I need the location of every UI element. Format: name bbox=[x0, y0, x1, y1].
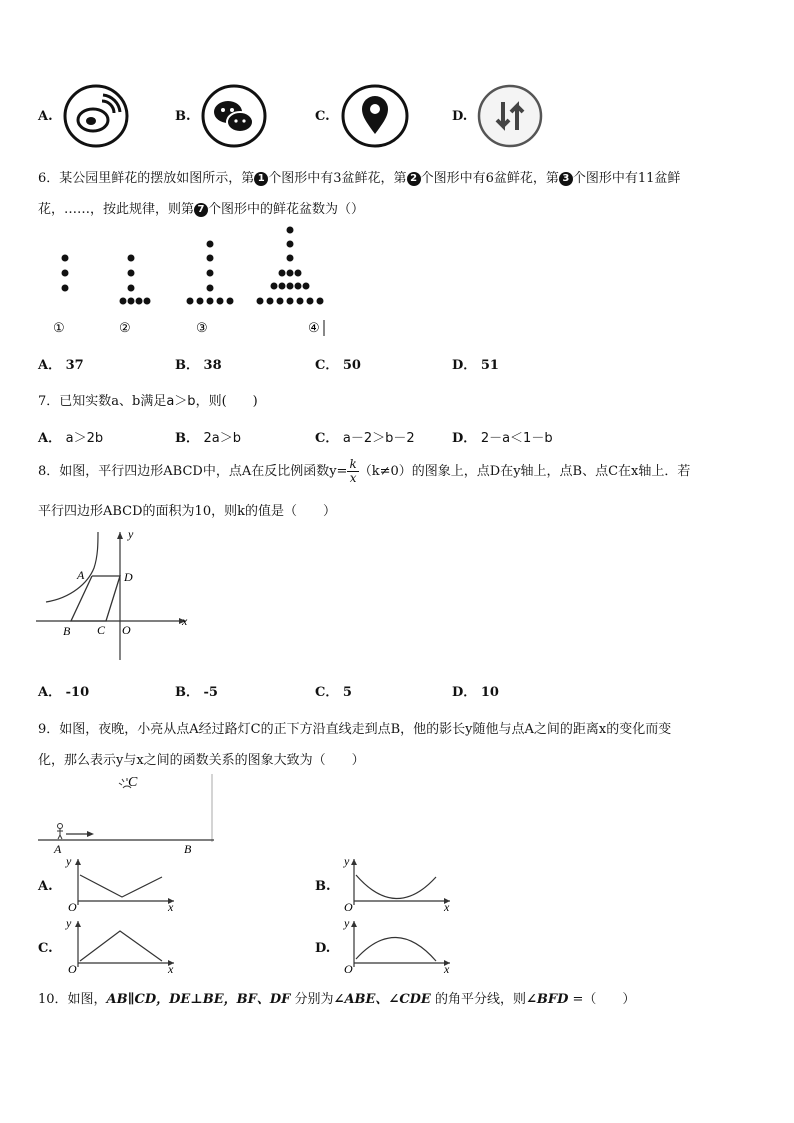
point-d-label: D bbox=[124, 570, 133, 584]
y-axis-label: y bbox=[128, 528, 134, 541]
q10-math: ∠BFD bbox=[526, 992, 569, 1007]
figure-label-1: ① bbox=[53, 320, 65, 335]
option-label: D． bbox=[452, 431, 477, 446]
q7-option-c[interactable] bbox=[315, 427, 415, 446]
option-value: a＞2b bbox=[65, 431, 104, 446]
q6-circled-7: 7 bbox=[194, 203, 208, 217]
q6-option-a[interactable] bbox=[38, 354, 84, 373]
q6-text: 6．某公园里鲜花的摆放如图所示，第 bbox=[38, 171, 255, 186]
q6-text: 个图形中有3盆鲜花，第 bbox=[268, 171, 407, 186]
q8-option-d[interactable] bbox=[452, 681, 499, 700]
q6-text: 花，……，按此规律，则第 bbox=[38, 202, 195, 217]
k-over-x-fraction bbox=[347, 458, 358, 485]
option-label: C． bbox=[315, 358, 339, 373]
q8-option-c[interactable] bbox=[315, 681, 352, 700]
q5-option-b-label: B. bbox=[175, 109, 191, 124]
graph-x-label: x bbox=[444, 900, 450, 913]
q5-option-a-label: A. bbox=[38, 109, 53, 124]
lamp-c-label: C bbox=[128, 775, 138, 790]
point-b-label: B bbox=[184, 842, 192, 856]
graph-x-label: x bbox=[444, 962, 450, 975]
option-label: C． bbox=[315, 431, 339, 446]
q8-option-a[interactable] bbox=[38, 681, 89, 700]
graph-x-label: x bbox=[168, 962, 174, 975]
option-label: C． bbox=[315, 685, 339, 700]
q9-option-c-label[interactable]: C. bbox=[38, 941, 53, 956]
point-a-label: A bbox=[54, 842, 62, 856]
option-label: A． bbox=[38, 685, 62, 700]
wechat-icon bbox=[200, 84, 268, 148]
option-value: 2a＞b bbox=[203, 431, 242, 446]
origin-label: O bbox=[122, 623, 131, 637]
q9-graph-d[interactable] bbox=[338, 917, 456, 975]
q10-stem bbox=[38, 988, 635, 1007]
x-axis-label: x bbox=[182, 614, 188, 628]
option-value: 38 bbox=[203, 358, 222, 373]
option-label: D． bbox=[452, 685, 477, 700]
fraction-denominator: x bbox=[349, 471, 357, 485]
graph-x-label: x bbox=[168, 900, 174, 913]
option-value: 51 bbox=[480, 358, 499, 373]
figure-label-2: ② bbox=[119, 320, 131, 335]
q9-stem-line2: 化，那么表示y与x之间的函数关系的图象大致为（ ） bbox=[38, 753, 365, 768]
q9-option-d-label[interactable]: D. bbox=[315, 941, 331, 956]
q6-text: 个图形中有6盆鲜花，第 bbox=[420, 171, 559, 186]
q8-text: （k≠0）的图象上，点D在y轴上，点B、点C在x轴上．若 bbox=[358, 464, 691, 479]
option-label: D． bbox=[452, 358, 477, 373]
graph-origin-label: O bbox=[344, 900, 353, 913]
figure-label-3: ③ bbox=[196, 320, 208, 335]
option-value: 37 bbox=[65, 358, 84, 373]
graph-y-label: y bbox=[344, 855, 350, 868]
q6-stem-line2 bbox=[38, 198, 364, 217]
q9-graph-a[interactable] bbox=[62, 855, 180, 913]
option-value: 10 bbox=[480, 685, 499, 700]
option-label: A． bbox=[38, 431, 62, 446]
figure-label-4: ④ bbox=[308, 320, 320, 335]
q10-text: 分别为 bbox=[290, 992, 334, 1007]
location-pin-icon bbox=[340, 84, 410, 148]
q10-text: 10．如图， bbox=[38, 992, 107, 1007]
option-value: -5 bbox=[203, 685, 218, 700]
q10-text: =（ ） bbox=[568, 992, 636, 1007]
q6-option-b[interactable] bbox=[175, 354, 222, 373]
option-value: -10 bbox=[65, 685, 90, 700]
q8-text: 8．如图，平行四边形ABCD中，点A在反比例函数y= bbox=[38, 464, 348, 479]
graph-origin-label: O bbox=[68, 900, 77, 913]
q7-option-a[interactable] bbox=[38, 427, 103, 446]
q6-text: 个图形中有11盆鲜 bbox=[572, 171, 681, 186]
option-label: B． bbox=[175, 685, 199, 700]
point-a-label: A bbox=[77, 568, 85, 582]
graph-origin-label: O bbox=[68, 962, 77, 975]
option-value: a－2＞b－2 bbox=[342, 431, 415, 446]
option-value: 50 bbox=[342, 358, 361, 373]
up-down-arrows-icon bbox=[476, 84, 544, 148]
q6-circled-3: 3 bbox=[559, 172, 573, 186]
graph-y-label: y bbox=[66, 855, 72, 868]
option-label: B． bbox=[175, 431, 199, 446]
q7-option-d[interactable] bbox=[452, 427, 553, 446]
q7-text: 7．已知实数a、b满足 bbox=[38, 394, 167, 409]
option-value: 5 bbox=[342, 685, 352, 700]
q8-option-b[interactable] bbox=[175, 681, 218, 700]
graph-origin-label: O bbox=[344, 962, 353, 975]
point-c-label: C bbox=[97, 623, 106, 637]
option-label: A． bbox=[38, 358, 62, 373]
q7-option-b[interactable] bbox=[175, 427, 241, 446]
q5-option-d-label: D. bbox=[452, 109, 468, 124]
q6-option-d[interactable] bbox=[452, 354, 499, 373]
q10-math: AB∥CD，DE⊥BE，BF、DF bbox=[106, 992, 291, 1007]
street-lamp-figure bbox=[36, 770, 216, 858]
option-value: 2－a＜1－b bbox=[480, 431, 553, 446]
person-icon bbox=[57, 824, 63, 840]
q5-option-c-label: C. bbox=[315, 109, 330, 124]
option-label: B． bbox=[175, 358, 199, 373]
q7-text: ，则( ) bbox=[195, 394, 258, 409]
q7-stem bbox=[38, 390, 258, 409]
graph-y-label: y bbox=[66, 917, 72, 930]
q6-stem-line1 bbox=[38, 167, 680, 186]
q8-stem-line2: 平行四边形ABCD的面积为10，则k的值是（ ） bbox=[38, 504, 336, 519]
q7-inequality: a＞b bbox=[166, 394, 196, 409]
point-b-label: B bbox=[63, 624, 71, 638]
graph-y-label: y bbox=[344, 917, 350, 930]
q9-option-b-label[interactable]: B. bbox=[315, 879, 331, 894]
q6-circled-2: 2 bbox=[407, 172, 421, 186]
q6-option-c[interactable] bbox=[315, 354, 361, 373]
q9-stem-line1: 9．如图，夜晚，小亮从点A经过路灯C的正下方沿直线走到点B，他的影长y随他与点A之间的距离x的变化而变 bbox=[38, 722, 672, 737]
q9-graph-c[interactable] bbox=[62, 917, 180, 975]
q6-circled-1: 1 bbox=[254, 172, 268, 186]
q10-math: ∠ABE、∠CDE bbox=[333, 992, 431, 1007]
q10-text: 的角平分线，则 bbox=[430, 992, 526, 1007]
q9-option-a-label[interactable]: A. bbox=[38, 879, 53, 894]
flower-pattern-figure bbox=[40, 222, 340, 337]
parallelogram-figure bbox=[36, 528, 196, 663]
q6-text: 个图形中的鲜花盆数为（） bbox=[208, 202, 365, 217]
q9-graph-b[interactable] bbox=[338, 855, 456, 913]
weibo-icon bbox=[62, 84, 130, 148]
fraction-numerator: k bbox=[349, 457, 357, 471]
q8-stem-line1 bbox=[38, 458, 690, 485]
